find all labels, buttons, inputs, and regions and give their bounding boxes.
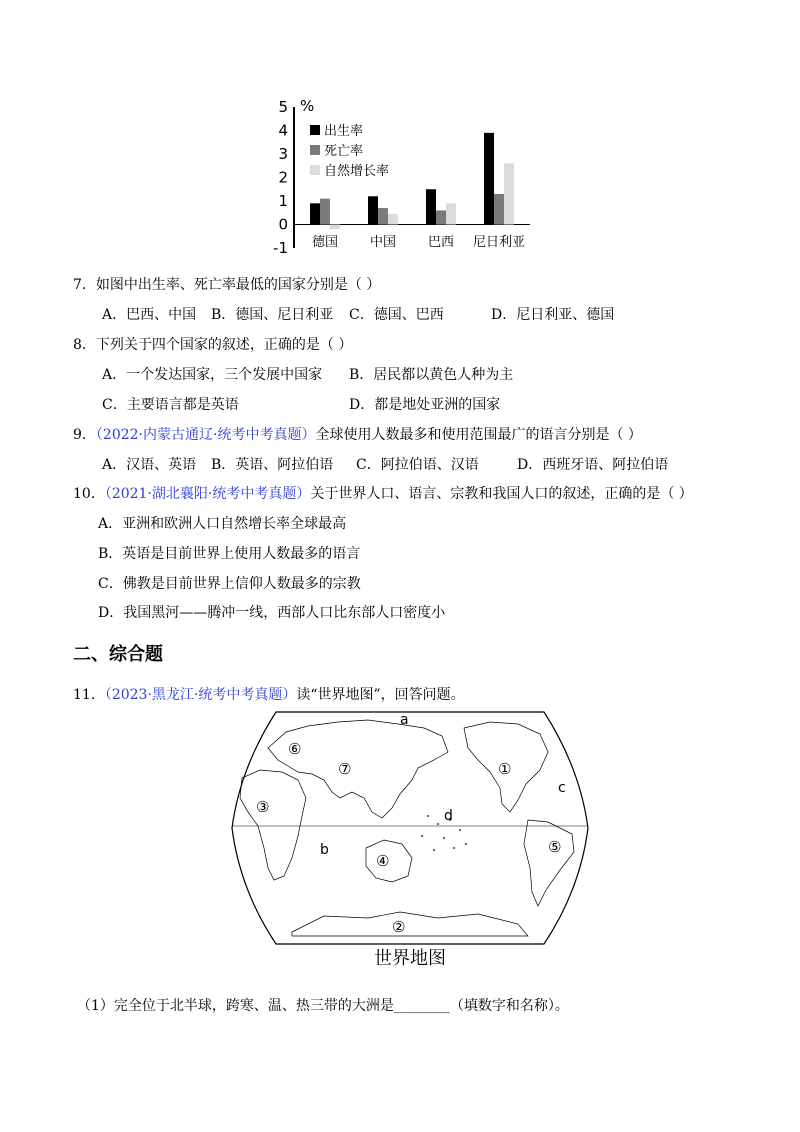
question-source[interactable]: （2022·内蒙古通辽·统考中考真题） xyxy=(95,427,316,443)
y-axis-label: % xyxy=(300,97,315,115)
map-label-c: c xyxy=(558,780,566,796)
question-source[interactable]: （2023·黑龙江·统考中考真题） xyxy=(104,687,297,703)
q9-option-a[interactable]: A．汉语、英语 xyxy=(102,457,197,473)
bar xyxy=(484,133,494,225)
question-11-sub-1: （1）完全位于北半球，跨寒、温、热三带的大洲是________（填数字和名称）。 xyxy=(77,998,569,1014)
bar xyxy=(368,196,378,224)
map-label-6: ⑥ xyxy=(288,740,302,758)
q9-option-d[interactable]: D．西班牙语、阿拉伯语 xyxy=(517,457,669,473)
population-rate-chart xyxy=(270,95,540,260)
question-number: 11． xyxy=(73,687,105,703)
legend-label: 死亡率 xyxy=(324,144,364,159)
legend-label: 自然增长率 xyxy=(324,164,390,179)
bar xyxy=(436,210,446,224)
category-label: 巴西 xyxy=(427,235,455,250)
bar xyxy=(494,194,504,225)
map-label-a: a xyxy=(400,712,409,728)
question-number: 10． xyxy=(73,486,105,502)
map-label-1: ① xyxy=(498,760,512,778)
category-label: 中国 xyxy=(369,235,397,250)
bar xyxy=(330,225,340,230)
y-tick-label: 3 xyxy=(278,145,288,163)
q10-option-d[interactable]: D．我国黑河——腾冲一线，西部人口比东部人口密度小 xyxy=(98,605,446,621)
y-tick-label: -1 xyxy=(273,239,288,257)
map-label-7: ⑦ xyxy=(338,760,352,778)
q10-option-b[interactable]: B．英语是目前世界上使用人数最多的语言 xyxy=(98,546,361,562)
bar xyxy=(378,208,388,224)
question-stem: 关于世界人口、语言、宗教和我国人口的叙述，正确的是（ ） xyxy=(310,486,693,502)
question-stem: 读“世界地图”，回答问题。 xyxy=(296,687,465,703)
bar xyxy=(446,203,456,224)
legend-swatch xyxy=(310,165,320,175)
q9-option-c[interactable]: C．阿拉伯语、汉语 xyxy=(356,457,479,473)
q8-option-d[interactable]: D．都是地处亚洲的国家 xyxy=(349,397,501,413)
q8-option-c[interactable]: C．主要语言都是英语 xyxy=(102,397,239,413)
question-number: 9． xyxy=(73,427,96,443)
y-tick-label: 5 xyxy=(278,98,288,116)
category-label: 德国 xyxy=(311,235,339,250)
q8-option-b[interactable]: B．居民都以黄色人种为主 xyxy=(349,367,514,383)
q10-option-c[interactable]: C．佛教是目前世界上信仰人数最多的宗教 xyxy=(98,576,361,592)
q8-option-a[interactable]: A．一个发达国家，三个发展中国家 xyxy=(102,367,323,383)
bar xyxy=(310,203,320,224)
map-frame xyxy=(232,712,588,944)
map-label-5: ⑤ xyxy=(548,838,562,856)
question-7-stem: 7．如图中出生率、死亡率最低的国家分别是（ ） xyxy=(73,277,381,293)
q7-option-d[interactable]: D．尼日利亚、德国 xyxy=(491,307,615,323)
map-label-d: d xyxy=(444,808,453,824)
y-tick-label: 4 xyxy=(278,121,288,140)
question-9 xyxy=(73,426,642,444)
bar xyxy=(504,163,514,224)
bar xyxy=(388,214,398,225)
bar xyxy=(320,199,330,225)
map-label-3: ③ xyxy=(256,798,270,816)
question-8-stem: 8．下列关于四个国家的叙述，正确的是（ ） xyxy=(73,337,353,353)
map-title: 世界地图 xyxy=(374,948,446,969)
question-11 xyxy=(73,686,465,704)
y-tick-label: 2 xyxy=(278,168,288,187)
y-tick-label: 1 xyxy=(278,192,288,210)
q7-option-b[interactable]: B．德国、尼日利亚 xyxy=(211,307,334,323)
q9-option-b[interactable]: B．英语、阿拉伯语 xyxy=(211,457,334,473)
map-label-4: ④ xyxy=(376,852,390,870)
legend-swatch xyxy=(310,145,320,155)
q7-option-c[interactable]: C．德国、巴西 xyxy=(349,307,444,323)
y-tick-label: 0 xyxy=(278,215,288,234)
map-label-2: ② xyxy=(392,918,406,936)
q10-option-a[interactable]: A．亚洲和欧洲人口自然增长率全球最高 xyxy=(98,516,347,532)
question-stem: 全球使用人数最多和使用范围最广的语言分别是（ ） xyxy=(315,427,642,443)
question-source[interactable]: （2021·湖北襄阳·统考中考真题） xyxy=(104,486,311,502)
legend-label: 出生率 xyxy=(324,124,364,139)
world-map xyxy=(228,708,592,978)
question-10 xyxy=(73,485,693,503)
q7-option-a[interactable]: A．巴西、中国 xyxy=(102,307,197,323)
section-title: 二、综合题 xyxy=(73,644,163,665)
legend-swatch xyxy=(310,125,320,135)
bar xyxy=(426,189,436,224)
map-label-b: b xyxy=(320,842,329,858)
category-label: 尼日利亚 xyxy=(472,235,526,250)
